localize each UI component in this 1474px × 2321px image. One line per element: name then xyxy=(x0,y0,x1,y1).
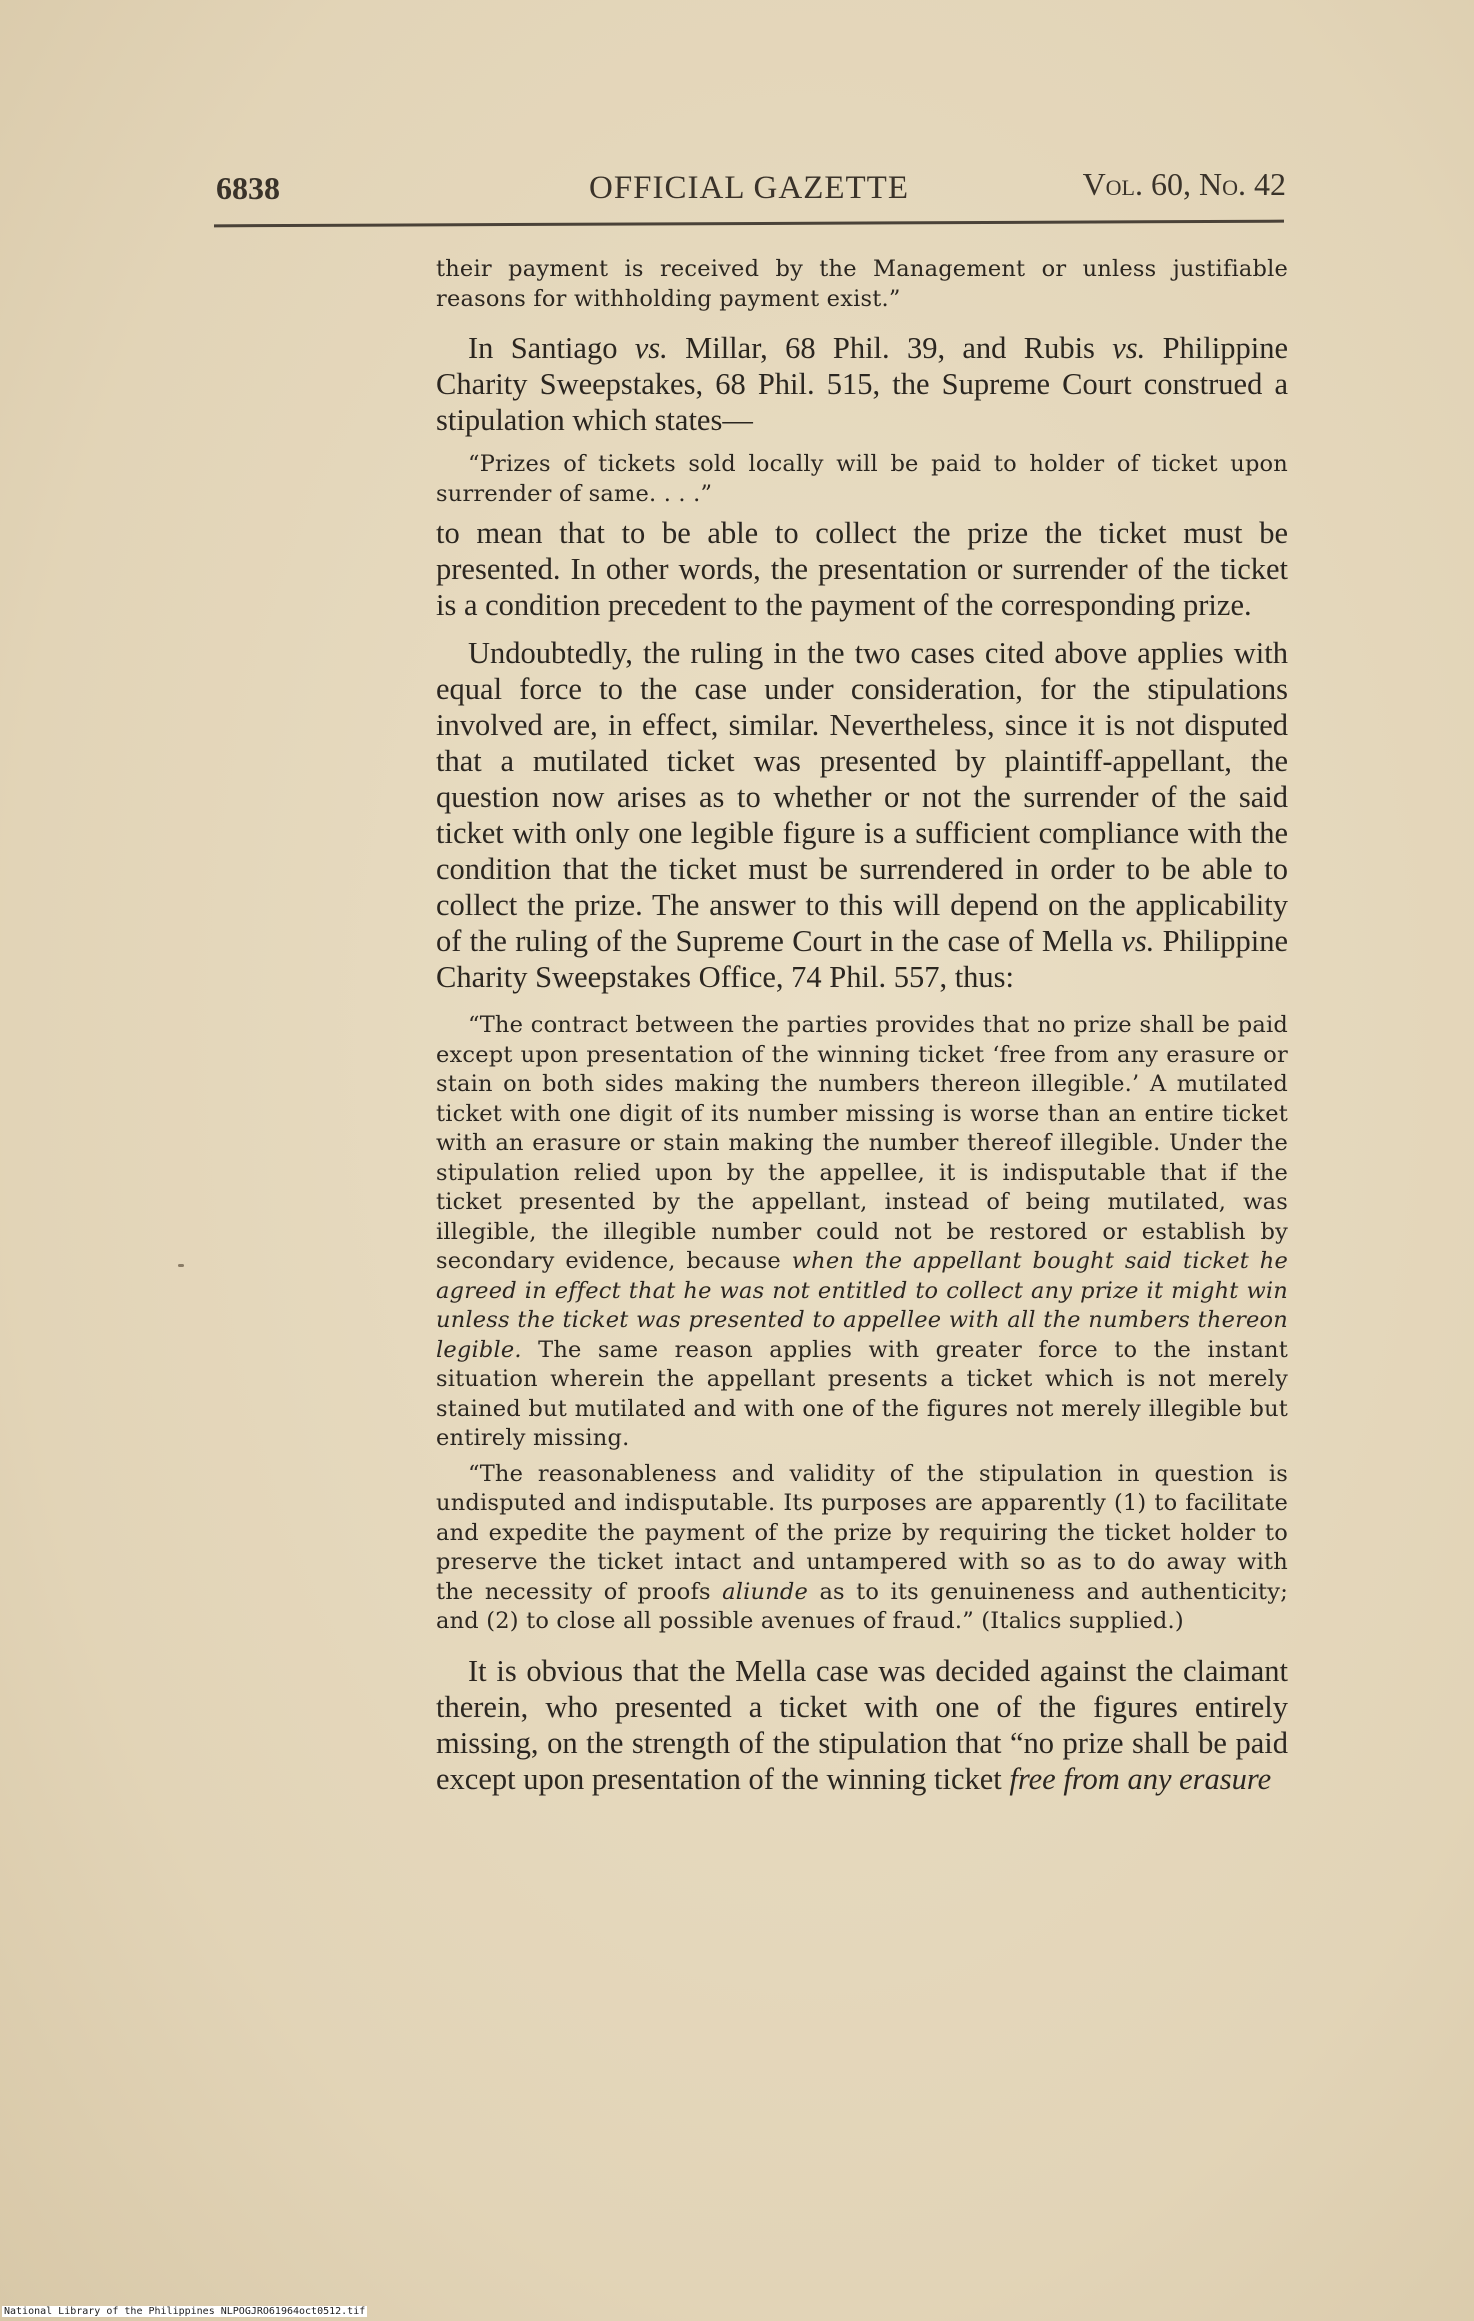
paragraph-undoubtedly xyxy=(436,635,1288,995)
quote-mella-contract xyxy=(436,1011,1288,1454)
text-run: Philippine Charity Sweepstakes, 68 Phil. 515, the Supreme Court construed a stipulation which states— xyxy=(436,331,1288,437)
italic-passage: when the appellant bought said ticket he agreed in effect that he was not entitled to collect any prize it might win unless the ticket was presented to appellee with all the numbers thereon legible. xyxy=(436,1248,1288,1363)
paragraph-santiago xyxy=(436,330,1288,438)
quote-prizes-text: “Prizes of tickets sold locally will be paid to holder of ticket upon surrender of same. . . .” xyxy=(436,451,1288,507)
volume-number: Vol. 60, No. 42 xyxy=(1082,166,1286,202)
text-run: The same reason applies with greater force to the instant situation wherein the appellant presents a ticket which is not merely stained but mutilated and with one of the figures not merely illegible but entirely missing. xyxy=(436,1336,1288,1451)
text-run: Millar, 68 Phil. 39, and Rubis xyxy=(667,331,1113,365)
quote-mella-reasonableness xyxy=(436,1460,1288,1637)
text-run: “The contract between the parties provides that no prize shall be paid except upon presentation of the winning ticket ‘free from any erasure or stain on both sides making the numbers thereon illegible.’ A mutilated ticket with one digit of its number missing is worse than an entire ticket with an erasure or stain making the number thereof illegible. Under the stipulation relied upon by the appellee, it is indisputable that if the ticket presented by the appellant, instead of being mutilated, was illegible, the illegible number could not be restored or establish by secondary evidence, because xyxy=(436,1012,1288,1274)
italic-vs: vs. xyxy=(634,331,668,365)
quote-continuation xyxy=(436,255,1288,314)
publication-title: OFFICIAL GAZETTE xyxy=(589,170,909,206)
italic-vs: vs. xyxy=(1112,331,1146,365)
text-run: It is obvious that the Mella case was decided against the claimant therein, who presented a ticket with one of the figures entirely missing, on the strength of the stipulation that “no prize shall be paid except upon presentation of the winning ticket xyxy=(436,1653,1288,1796)
text-run: In Santiago xyxy=(468,331,635,365)
quote-continuation-text: their payment is received by the Management or unless justifiable reasons for withholding payment exist.” xyxy=(436,256,1288,312)
paragraph-meaning-text: to mean that to be able to collect the prize the ticket must be presented. In other words, the presentation or surrender of the ticket is a condition precedent to the payment of the corresponding prize. xyxy=(436,516,1288,622)
header-rule xyxy=(214,220,1284,228)
paragraph-meaning xyxy=(436,515,1288,623)
page-number: 6838 xyxy=(216,170,280,206)
text-run: Philippine Charity Sweepstakes Office, 74 Phil. 557, thus: xyxy=(436,924,1288,994)
paragraph-obvious xyxy=(436,1653,1288,1797)
text-run: “The reasonableness and validity of the stipulation in question is undisputed and indisputable. Its purposes are apparently (1) to facilitate and expedite the payment of the prize by requiring the ticket holder to preserve the ticket intact and untampered with so as to do away with the necessity of proofs xyxy=(436,1460,1288,1605)
italic-aliunde: aliunde xyxy=(722,1578,809,1605)
scan-source-label: National Library of the Philippines NLPOGJRO61964oct0512.tif xyxy=(4,2306,366,2317)
margin-mark xyxy=(178,1264,184,1267)
page-header xyxy=(216,166,1286,220)
italic-phrase: free from any erasure xyxy=(1009,1761,1272,1796)
body-text xyxy=(436,255,1288,1797)
italic-vs: vs. xyxy=(1121,924,1155,958)
quote-prizes xyxy=(436,450,1288,509)
text-run: as to its genuineness and authenticity; and (2) to close all possible avenues of fraud.” (Italics supplied.) xyxy=(436,1578,1288,1634)
text-run: Undoubtedly, the ruling in the two cases cited above applies with equal force to the case under consideration, for the stipulations involved are, in effect, similar. Nevertheless, since it is not disputed that a mutilated ticket was presented by plaintiff-appellant, the question now arises as to whether or not the surrender of the said ticket with only one legible figure is a sufficient compliance with the condition that the ticket must be surrendered in order to be able to collect the prize. The answer to this will depend on the applicability of the ruling of the Supreme Court in the case of Mella xyxy=(436,636,1288,958)
